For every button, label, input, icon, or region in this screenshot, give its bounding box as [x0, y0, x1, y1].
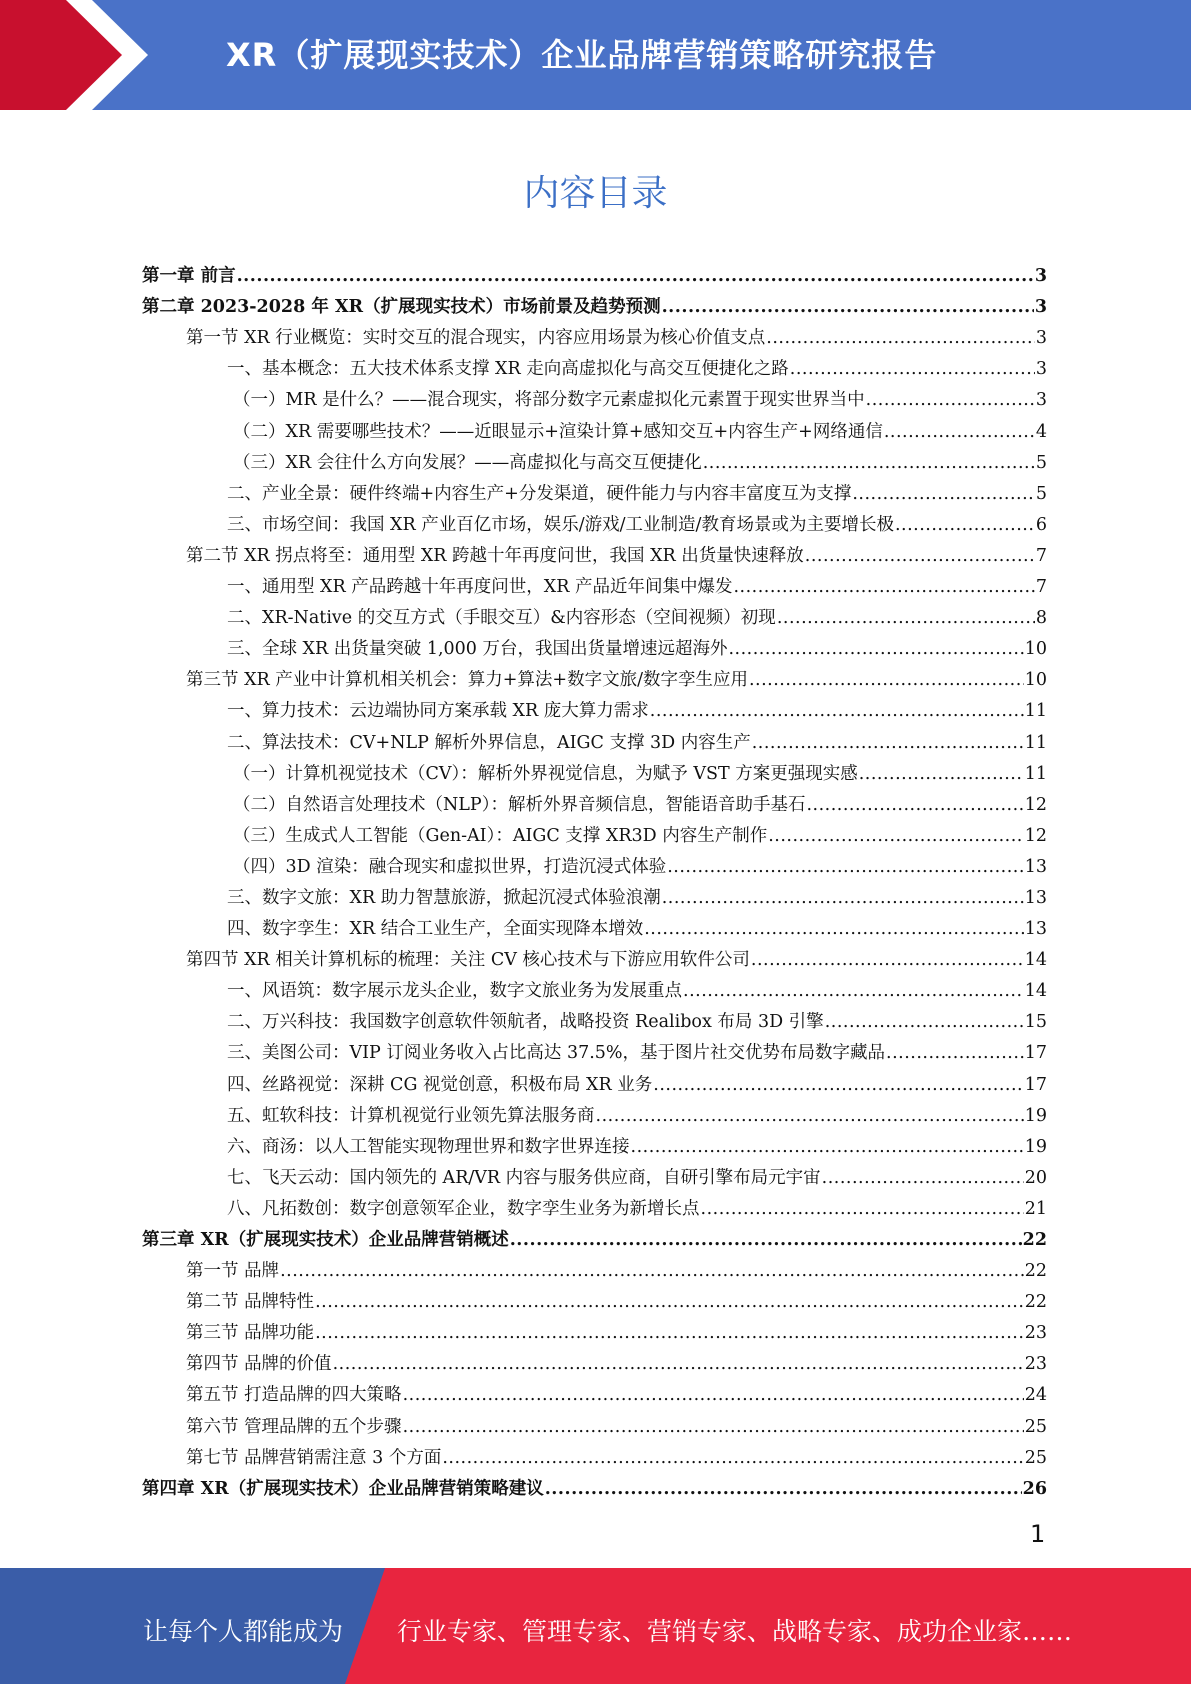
toc-entry-page: 23: [1024, 1354, 1047, 1375]
toc-entry[interactable]: [142, 1064, 1047, 1095]
toc-entry[interactable]: [142, 474, 1047, 505]
toc-entry-page: 3: [1035, 359, 1047, 380]
toc-leader-dots: [884, 421, 1035, 443]
toc-entry-page: 10: [1024, 639, 1047, 660]
toc-leader-dots: [333, 1353, 1024, 1375]
toc-entry[interactable]: [142, 847, 1047, 878]
toc-entry-page: 13: [1024, 919, 1047, 940]
toc-entry[interactable]: [142, 816, 1047, 847]
toc-entry-page: 11: [1024, 763, 1047, 784]
toc-leader-dots: [403, 1384, 1024, 1406]
toc-entry-title: 二、万兴科技：我国数字创意软件领航者，战略投资 Realibox 布局 3D 引擎: [227, 1012, 824, 1033]
toc-entry[interactable]: [142, 971, 1047, 1002]
toc-entry-title: （二）XR 需要哪些技术？——近眼显示+渲染计算+感知交互+内容生产+网络通信: [233, 421, 883, 442]
toc-leader-dots: [662, 887, 1024, 909]
toc-entry-page: 4: [1035, 421, 1047, 442]
toc-leader-dots: [749, 669, 1024, 691]
toc-leader-dots: [733, 576, 1034, 598]
toc-leader-dots: [442, 1447, 1023, 1469]
toc-entry[interactable]: [142, 1189, 1047, 1220]
toc-leader-dots: [752, 732, 1024, 754]
toc-entry-page: 14: [1024, 950, 1047, 971]
toc-leader-dots: [728, 638, 1023, 660]
toc-entry[interactable]: [142, 318, 1047, 349]
toc-entry-page: 23: [1024, 1323, 1047, 1344]
toc-entry-page: 14: [1024, 981, 1047, 1002]
toc-entry-page: 7: [1035, 545, 1047, 566]
toc-entry[interactable]: [142, 785, 1047, 816]
toc-entry-title: 二、产业全景：硬件终端+内容生产+分发渠道，硬件能力与内容丰富度互为支撑: [227, 483, 852, 504]
toc-entry-page: 19: [1024, 1136, 1047, 1157]
toc-entry-title: 一、通用型 XR 产品跨越十年再度问世，XR 产品近年间集中爆发: [227, 577, 733, 598]
toc-entry-page: 12: [1024, 825, 1047, 846]
toc-leader-dots: [596, 1105, 1024, 1127]
toc-entry[interactable]: [142, 1375, 1047, 1406]
toc-entry-page: 15: [1024, 1012, 1047, 1033]
toc-entry[interactable]: [142, 411, 1047, 442]
toc-entry[interactable]: [142, 1158, 1047, 1189]
page-number: 1: [1030, 1520, 1046, 1548]
toc-entry-page: 22: [1024, 1292, 1047, 1313]
toc-leader-dots: [866, 389, 1035, 411]
toc-entry-page: 12: [1024, 794, 1047, 815]
toc-leader-dots: [315, 1322, 1024, 1344]
toc-entry-page: 21: [1024, 1198, 1047, 1219]
toc-leader-dots: [683, 980, 1024, 1002]
toc-heading: 内容目录: [523, 173, 668, 214]
toc-entry[interactable]: [142, 691, 1047, 722]
toc-leader-dots: [510, 1229, 1022, 1251]
toc-entry-title: 一、风语筑：数字展示龙头企业，数字文旅业务为发展重点: [227, 981, 682, 1002]
footer-slogan-right: 行业专家、管理专家、营销专家、战略专家、成功企业家……: [397, 1617, 1073, 1646]
toc-leader-dots: [701, 1198, 1024, 1220]
toc-entry[interactable]: [142, 1344, 1047, 1375]
toc-leader-dots: [825, 1011, 1024, 1033]
toc-entry[interactable]: [142, 940, 1047, 971]
toc-entry[interactable]: [142, 380, 1047, 411]
toc-leader-dots: [403, 1416, 1024, 1438]
toc-entry[interactable]: [142, 287, 1047, 318]
toc-entry[interactable]: [142, 754, 1047, 785]
toc-entry-title: （三）生成式人工智能（Gen-AI）：AIGC 支撑 XR3D 内容生产制作: [233, 825, 768, 846]
toc-leader-dots: [768, 825, 1023, 847]
toc-entry-page: 7: [1035, 577, 1047, 598]
toc-leader-dots: [237, 265, 1034, 287]
toc-leader-dots: [766, 327, 1035, 349]
toc-entry-title: 第三节 XR 产业中计算机相关机会：算力+算法+数字文旅/数字孪生应用: [186, 670, 748, 691]
toc-entry-title: 四、丝路视觉：深耕 CG 视觉创意，积极布局 XR 业务: [227, 1074, 653, 1095]
toc-leader-dots: [667, 856, 1023, 878]
header-banner: [0, 0, 1191, 110]
toc-entry-title: 六、商汤：以人工智能实现物理世界和数字世界连接: [227, 1136, 630, 1157]
toc-entry-page: 6: [1035, 514, 1047, 535]
toc-entry[interactable]: [142, 567, 1047, 598]
toc-leader-dots: [806, 794, 1023, 816]
toc-entry-title: 一、基本概念：五大技术体系支撑 XR 走向高虚拟化与高交互便捷化之路: [227, 359, 789, 380]
toc-entry-title: （二）自然语言处理技术（NLP）：解析外界音频信息，智能语音助手基石: [233, 794, 806, 815]
toc-entry-title: 第六节 管理品牌的五个步骤: [186, 1416, 402, 1437]
toc-leader-dots: [751, 949, 1024, 971]
toc-entry-page: 3: [1035, 328, 1047, 349]
toc-entry-title: 三、数字文旅：XR 助力智慧旅游，掀起沉浸式体验浪潮: [227, 887, 661, 908]
toc-leader-dots: [644, 918, 1024, 940]
toc-entry-title: 七、飞天云动：国内领先的 AR/VR 内容与服务供应商，自研引擎布局元宇宙: [227, 1167, 821, 1188]
toc-entry-page: 13: [1024, 856, 1047, 877]
toc-entry[interactable]: [142, 1220, 1047, 1251]
toc-entry-title: 第四节 品牌的价值: [186, 1354, 332, 1375]
toc-entry-page: 3: [1034, 266, 1047, 287]
toc-entry[interactable]: [142, 598, 1047, 629]
toc-entry[interactable]: [142, 1313, 1047, 1344]
toc-entry-page: 25: [1024, 1416, 1047, 1437]
footer-banner: [0, 1568, 1191, 1684]
toc-entry[interactable]: [142, 878, 1047, 909]
toc-entry-page: 24: [1024, 1385, 1047, 1406]
toc-entry[interactable]: [142, 909, 1047, 940]
toc-leader-dots: [777, 607, 1035, 629]
toc-leader-dots: [545, 1478, 1022, 1500]
toc-entry-title: 三、美图公司：VIP 订阅业务收入占比高达 37.5%，基于图片社交优势布局数字藏品: [227, 1043, 886, 1064]
toc-entry[interactable]: [142, 1469, 1047, 1500]
toc-entry[interactable]: [142, 1002, 1047, 1033]
toc-entry[interactable]: [142, 505, 1047, 536]
toc-entry-page: 11: [1024, 701, 1047, 722]
toc-entry-title: （三）XR 会往什么方向发展？——高虚拟化与高交互便捷化: [233, 452, 702, 473]
toc-leader-dots: [650, 700, 1024, 722]
toc-entry-title: 一、算力技术：云边端协同方案承载 XR 庞大算力需求: [227, 701, 649, 722]
toc-entry-page: 25: [1024, 1447, 1047, 1468]
toc-entry[interactable]: [142, 1406, 1047, 1437]
toc-entry[interactable]: [142, 660, 1047, 691]
toc-entry-page: 17: [1024, 1074, 1047, 1095]
toc-entry-page: 19: [1024, 1105, 1047, 1126]
toc-entry[interactable]: [142, 256, 1047, 287]
toc-entry-page: 3: [1035, 390, 1047, 411]
toc-entry-title: 第五节 打造品牌的四大策略: [186, 1385, 402, 1406]
toc-entry-title: 第二章 2023-2028 年 XR（扩展现实技术）市场前景及趋势预测: [142, 297, 661, 318]
toc-entry[interactable]: [142, 1127, 1047, 1158]
toc-entry[interactable]: [142, 1282, 1047, 1313]
toc-entry-title: 第二节 XR 拐点将至：通用型 XR 跨越十年再度问世，我国 XR 出货量快速释放: [186, 545, 804, 566]
toc-entry-title: 第三章 XR（扩展现实技术）企业品牌营销概述: [142, 1230, 509, 1250]
toc-entry-title: 第一章 前言: [142, 266, 236, 287]
toc-entry-page: 20: [1024, 1167, 1047, 1188]
toc-entry-title: （一）计算机视觉技术（CV）：解析外界视觉信息，为赋予 VST 方案更强现实感: [233, 763, 858, 784]
toc-entry-page: 5: [1035, 452, 1047, 473]
toc-entry[interactable]: [142, 629, 1047, 660]
toc-leader-dots: [631, 1136, 1024, 1158]
toc-entry-title: 二、算法技术：CV+NLP 解析外界信息，AIGC 支撑 3D 内容生产: [227, 732, 751, 753]
toc-entry-page: 22: [1024, 1261, 1047, 1282]
toc-entry[interactable]: [142, 722, 1047, 753]
toc-entry[interactable]: [142, 1251, 1047, 1282]
toc-entry-title: 三、市场空间：我国 XR 产业百亿市场，娱乐/游戏/工业制造/教育场景或为主要增长极: [227, 514, 894, 535]
toc-entry[interactable]: [142, 349, 1047, 380]
toc-leader-dots: [703, 452, 1035, 474]
toc-leader-dots: [315, 1291, 1024, 1313]
toc-entry-title: （四）3D 渲染：融合现实和虚拟世界，打造沉浸式体验: [233, 856, 667, 877]
report-title: XR（扩展现实技术）企业品牌营销策略研究报告: [226, 36, 938, 74]
toc-entry[interactable]: [142, 1096, 1047, 1127]
toc-entry-page: 13: [1024, 887, 1047, 908]
toc-entry-title: 第四章 XR（扩展现实技术）企业品牌营销策略建议: [142, 1478, 544, 1499]
toc-entry-title: 八、凡拓数创：数字创意领军企业，数字孪生业务为新增长点: [227, 1198, 700, 1219]
toc-leader-dots: [852, 483, 1035, 505]
toc-entry-page: 8: [1035, 608, 1047, 629]
toc-leader-dots: [805, 545, 1035, 567]
toc-entry-title: 五、虹软科技：计算机视觉行业领先算法服务商: [227, 1105, 595, 1126]
toc-entry-page: 26: [1022, 1478, 1047, 1499]
toc-entry-page: 22: [1022, 1230, 1047, 1250]
toc-entry[interactable]: [142, 536, 1047, 567]
toc-leader-dots: [790, 358, 1035, 380]
header-arrow-decoration: [0, 0, 150, 110]
toc-entry-title: 三、全球 XR 出货量突破 1,000 万台，我国出货量增速远超海外: [227, 639, 728, 660]
toc-leader-dots: [859, 763, 1024, 785]
toc-entry-page: 5: [1035, 483, 1047, 504]
toc-leader-dots: [662, 296, 1034, 318]
toc-entry-title: （一）MR 是什么？——混合现实，将部分数字元素虚拟化元素置于现实世界当中: [233, 390, 865, 411]
toc-entry-page: 10: [1024, 670, 1047, 691]
toc-entry-title: 二、XR-Native 的交互方式（手眼交互）&内容形态（空间视频）初现: [227, 608, 776, 629]
toc-entry-title: 四、数字孪生：XR 结合工业生产，全面实现降本增效: [227, 919, 644, 940]
toc-entry-title: 第一节 品牌: [186, 1261, 280, 1282]
toc-leader-dots: [822, 1167, 1024, 1189]
toc-leader-dots: [895, 514, 1035, 536]
toc-entry-page: 17: [1024, 1043, 1047, 1064]
table-of-contents: [142, 256, 1047, 1500]
toc-entry-title: 第一节 XR 行业概览：实时交互的混合现实，内容应用场景为核心价值支点: [186, 328, 766, 349]
toc-entry-title: 第四节 XR 相关计算机标的梳理：关注 CV 核心技术与下游应用软件公司: [186, 950, 750, 971]
toc-entry[interactable]: [142, 443, 1047, 474]
toc-entry-page: 11: [1024, 732, 1047, 753]
toc-leader-dots: [653, 1074, 1023, 1096]
toc-entry-title: 第二节 品牌特性: [186, 1292, 315, 1313]
toc-entry-title: 第三节 品牌功能: [186, 1323, 315, 1344]
toc-entry-page: 3: [1034, 297, 1047, 318]
footer-slogan-left: 让每个人都能成为: [143, 1617, 344, 1646]
toc-leader-dots: [886, 1042, 1024, 1064]
toc-entry[interactable]: [142, 1438, 1047, 1469]
toc-entry[interactable]: [142, 1033, 1047, 1064]
toc-leader-dots: [280, 1260, 1024, 1282]
toc-entry-title: 第七节 品牌营销需注意 3 个方面: [186, 1447, 442, 1468]
